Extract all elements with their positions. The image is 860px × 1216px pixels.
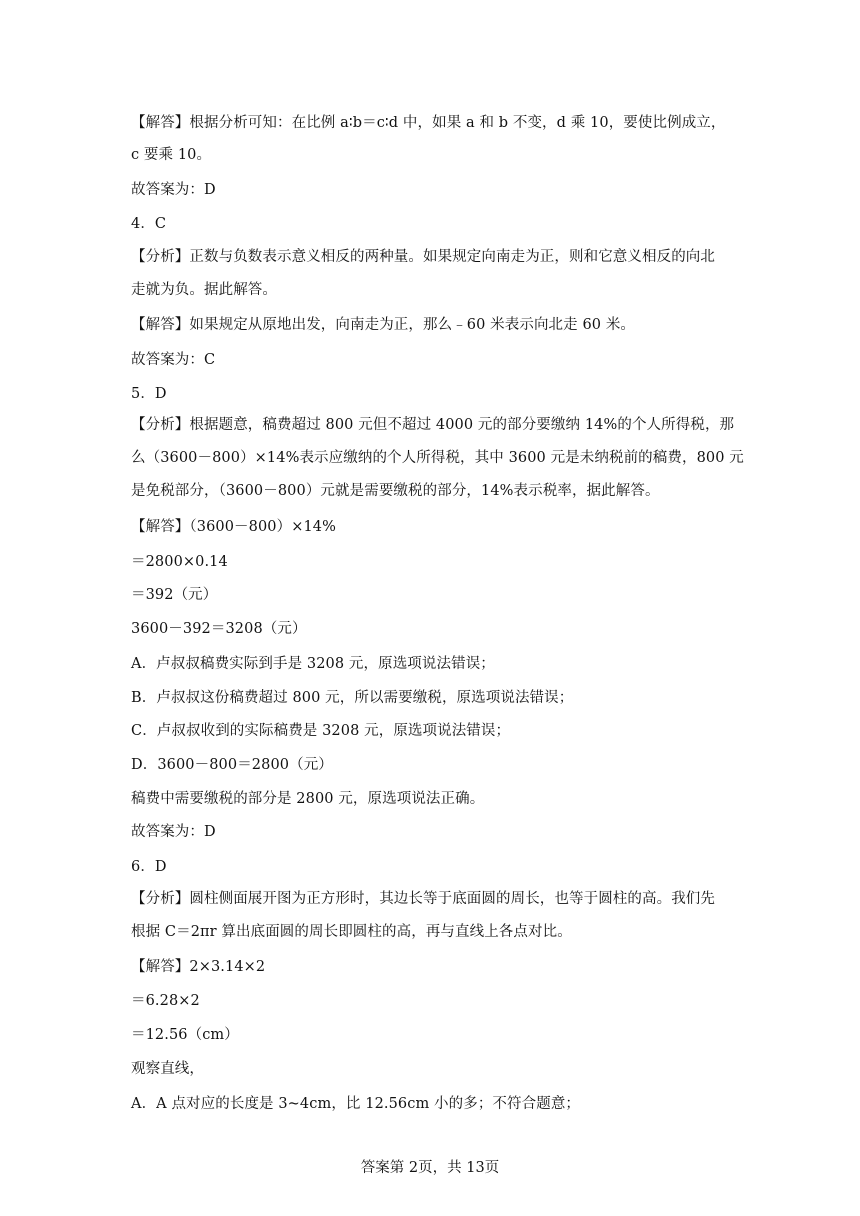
text-line: 【解答】根据分析可知：在比例 a∶b＝c∶d 中，如果 a 和 b 不变，d 乘 10，要使比例成立， (131, 115, 726, 131)
text-line: 【解答】（3600－800）×14% (131, 519, 337, 535)
text-line: A．卢叔叔稿费实际到手是 3208 元，原选项说法错误； (131, 656, 495, 672)
text-line: 【分析】正数与负数表示意义相反的两种量。如果规定向南走为正，则和它意义相反的向北 (131, 249, 715, 265)
text-line: 3600－392＝3208（元） (131, 621, 307, 637)
text-line: 稿费中需要缴税的部分是 2800 元，原选项说法正确。 (131, 791, 485, 807)
text-line: c 要乘 10。 (131, 147, 212, 163)
text-line: ＝6.28×2 (131, 993, 200, 1009)
text-line: 【分析】根据题意，稿费超过 800 元但不超过 4000 元的部分要缴纳 14%的个人所得税，那 (131, 417, 735, 433)
text-line: 是免税部分，（3600－800）元就是需要缴税的部分，14%表示税率，据此解答。 (131, 483, 660, 499)
text-line: 么（3600－800）×14%表示应缴纳的个人所得税，其中 3600 元是未纳税前的稿费，800 元 (131, 450, 744, 466)
text-line: 故答案为：D (131, 824, 216, 840)
text-line: ＝392（元） (131, 587, 218, 603)
text-line: C．卢叔叔收到的实际稿费是 3208 元，原选项说法错误； (131, 723, 511, 739)
question-number: 6．D (131, 859, 167, 875)
question-number: 4．C (131, 216, 167, 232)
text-line: 故答案为：D (131, 182, 216, 198)
text-line: 故答案为：C (131, 352, 216, 368)
text-line: D．3600－800＝2800（元） (131, 757, 333, 773)
text-line: ＝2800×0.14 (131, 554, 228, 570)
text-line: 【解答】2×3.14×2 (131, 959, 266, 975)
text-line: 走就为负。据此解答。 (131, 282, 277, 298)
text-line: ＝12.56（cm） (131, 1027, 239, 1043)
text-line: 观察直线， (131, 1061, 204, 1077)
text-line: B．卢叔叔这份稿费超过 800 元，所以需要缴税，原选项说法错误； (131, 690, 574, 706)
page-footer: 答案第 2页，共 13页 (360, 1160, 500, 1176)
text-line: 【分析】圆柱侧面展开图为正方形时，其边长等于底面圆的周长，也等于圆柱的高。我们先 (131, 891, 715, 907)
text-line: A．A 点对应的长度是 3~4cm，比 12.56cm 小的多；不符合题意； (131, 1096, 581, 1112)
text-line: 【解答】如果规定从原地出发，向南走为正，那么﹣60 米表示向北走 60 米。 (131, 317, 636, 333)
text-line: 根据 C＝2πr 算出底面圆的周长即圆柱的高，再与直线上各点对比。 (131, 924, 572, 940)
question-number: 5．D (131, 386, 167, 402)
